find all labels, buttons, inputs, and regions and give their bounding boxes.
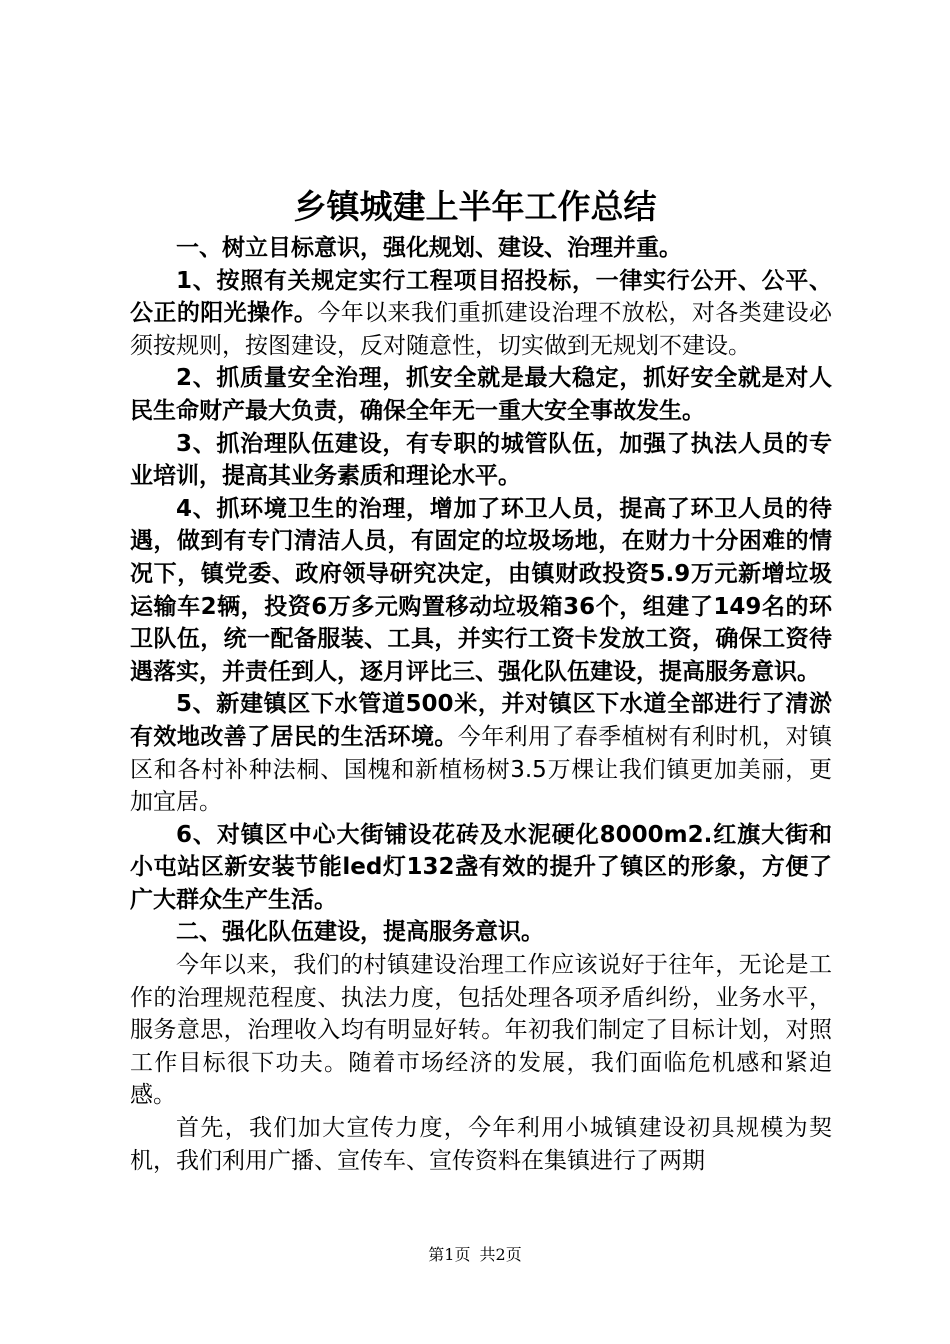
paragraph-3-bold: 2、抓质量安全治理，抓安全就是最大稳定，抓好安全就是对人民生命财产最大负责，确保全年无一重大安全事故发生。 bbox=[130, 365, 832, 424]
paragraph-8-bold: 二、强化队伍建设，提高服务意识。 bbox=[176, 919, 544, 946]
paragraph-7-bold: 6、对镇区中心大街铺设花砖及水泥硬化8000m2.红旗大街和小屯站区新安装节能led灯132盏有效的提升了镇区的形象，方便了广大群众生产生活。 bbox=[130, 821, 832, 913]
paragraph-1 bbox=[130, 232, 832, 265]
paragraph-2 bbox=[130, 265, 832, 363]
paragraph-8 bbox=[130, 916, 832, 949]
document-title: 乡镇城建上半年工作总结 bbox=[293, 187, 657, 226]
paragraph-10-normal: 首先，我们加大宣传力度，今年利用小城镇建设初具规模为契机，我们利用广播、宣传车、宣传资料在集镇进行了两期 bbox=[130, 1115, 832, 1174]
paragraph-2-bold: 1、按照有关规定实行工程项目招投标，一律实行公开、公平、公正的阳光操作。 bbox=[130, 267, 832, 327]
document-body bbox=[130, 232, 832, 1177]
paragraph-5-bold: 4、抓环境卫生的治理，增加了环卫人员，提高了环卫人员的待遇，做到有专门清洁人员，有固定的垃圾场地，在财力十分困难的情况下，镇党委、政府领导研究决定，由镇财政投资5.9万元新增垃圾运输车2辆，投资6万多元购置移动垃圾箱36个，组建了149名的环卫队伍，统一配备服装、工具，并实行工资卡发放工资，确保工资待遇落实，并责任到人，逐月评比三、强化队伍建设，提高服务意识。 bbox=[130, 495, 832, 685]
paragraph-4 bbox=[130, 428, 832, 493]
paragraph-10 bbox=[130, 1112, 832, 1177]
paragraph-6-normal: 今年利用了春季植树有利时机，对镇区和各村补种法桐、国槐和新植杨树3.5万棵让我们镇更加美丽，更加宜居。 bbox=[130, 723, 833, 816]
paragraph-7 bbox=[130, 819, 832, 917]
page-footer bbox=[0, 1244, 950, 1266]
paragraph-9-normal: 今年以来，我们的村镇建设治理工作应该说好于往年，无论是工作的治理规范程度、执法力度，包括处理各项矛盾纠纷，业务水平，服务意思，治理收入均有明显好转。年初我们制定了目标计划，对照工作目标很下功夫。随着市场经济的发展，我们面临危机感和紧迫感。 bbox=[130, 952, 832, 1109]
paragraph-3 bbox=[130, 362, 832, 427]
paragraph-5 bbox=[130, 493, 832, 689]
page-number-current: 第1页 bbox=[428, 1245, 471, 1264]
paragraph-2-normal: 今年以来我们重抓建设治理不放松，对各类建设必须按规则，按图建设，反对随意性，切实做到无规划不建设。 bbox=[130, 300, 833, 359]
paragraph-4-bold: 3、抓治理队伍建设，有专职的城管队伍，加强了执法人员的专业培训，提高其业务素质和理论水平。 bbox=[130, 430, 832, 490]
page-number-total: 共2页 bbox=[479, 1245, 522, 1264]
paragraph-6-bold: 5、新建镇区下水管道500米，并对镇区下水道全部进行了清淤有效地改善了居民的生活环境。 bbox=[130, 691, 832, 750]
paragraph-6 bbox=[130, 688, 832, 818]
paragraph-1-bold: 一、树立目标意识，强化规划、建设、治理并重。 bbox=[176, 235, 682, 261]
paragraph-9 bbox=[130, 949, 832, 1112]
